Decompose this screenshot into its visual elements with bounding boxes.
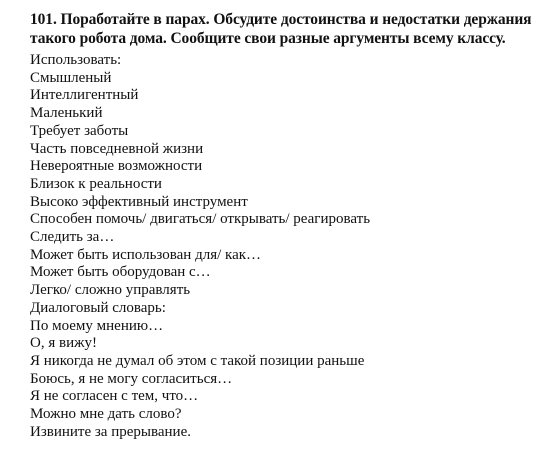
use-item: Может быть оборудован с… [30, 264, 211, 281]
dialogue-item: По моему мнению… [30, 317, 164, 334]
use-item: Невероятные возможности [30, 158, 203, 175]
use-section-label: Использовать: [30, 52, 122, 68]
use-item: Способен помочь/ двигаться/ открывать/ реагировать [30, 211, 371, 228]
dialogue-section-label: Диалоговый словарь: [30, 299, 166, 316]
heading-text-1: Поработайте в парах. Обсудите достоинства и недостатки держания [60, 11, 532, 28]
use-item: Близок к реальности [30, 175, 162, 192]
dialogue-item: О, я вижу! [30, 335, 97, 352]
dialogue-item: Боюсь, я не могу согласиться… [30, 370, 233, 387]
exercise-heading [30, 10, 536, 48]
use-item: Следить за… [30, 229, 115, 246]
dialogue-item: Извините за прерывание. [30, 423, 191, 440]
exercise-number: 101. [30, 11, 57, 28]
dialogue-item: Я не согласен с тем, что… [30, 388, 199, 405]
use-item: Может быть использован для/ как… [30, 246, 262, 263]
heading-line-2: такого робота дома. Сообщите свои разные аргументы всему классу. [30, 30, 506, 47]
use-item: Требует заботы [30, 122, 129, 139]
use-item: Интеллигентный [30, 87, 139, 104]
dialogue-item: Я никогда не думал об этом с такой позиции раньше [30, 352, 365, 369]
heading-line-1 [30, 10, 536, 29]
use-item: Часть повседневной жизни [30, 140, 204, 157]
use-item: Маленький [30, 105, 103, 122]
use-item: Смышленый [30, 69, 112, 86]
dialogue-item: Можно мне дать слово? [30, 406, 182, 423]
use-item: Высоко эффективный инструмент [30, 193, 248, 210]
use-list [30, 52, 536, 300]
use-item: Легко/ сложно управлять [30, 282, 191, 299]
dialogue-list [30, 300, 536, 442]
